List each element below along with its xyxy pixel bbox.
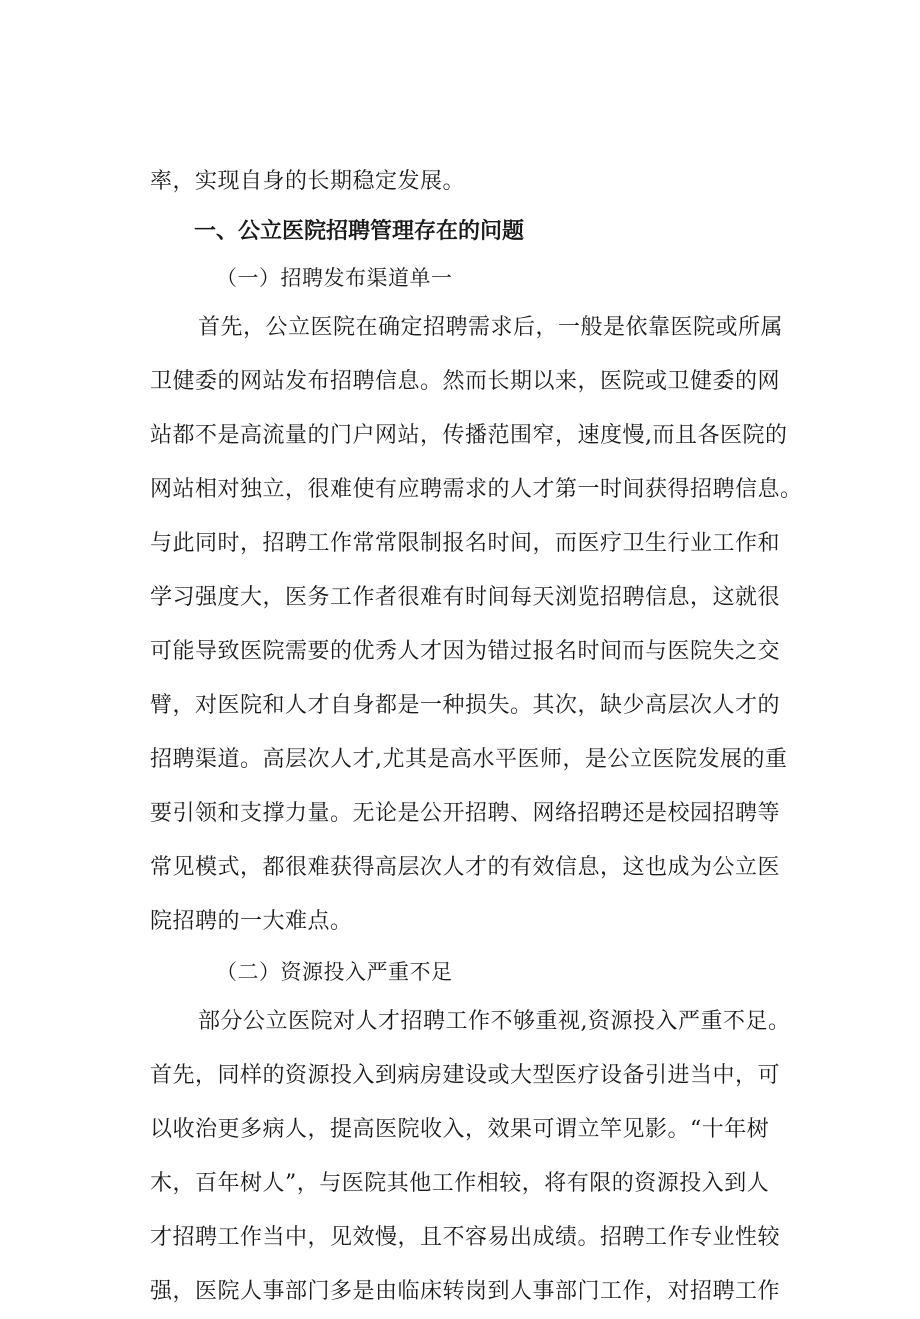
document-page bbox=[150, 155, 803, 1319]
body-line: 强，医院人事部门多是由临床转岗到人事部门工作，对招聘工作 bbox=[150, 1279, 781, 1304]
body-line: 木，百年树人”，与医院其他工作相较，将有限的资源投入到人 bbox=[150, 1171, 770, 1196]
body-line: 可能导致医院需要的优秀人才因为错过报名时间而与医院失之交 bbox=[150, 639, 781, 664]
body-line: 要引领和支撑力量。无论是公开招聘、网络招聘还是校园招聘等 bbox=[150, 801, 781, 826]
body-line: 首先，同样的资源投入到病房建设或大型医疗设备引进当中，可 bbox=[150, 1063, 781, 1088]
section-heading: 一、公立医院招聘管理存在的问题 bbox=[194, 219, 525, 244]
body-line: 院招聘的一大难点。 bbox=[150, 909, 353, 934]
body-line: 臂，对医院和人才自身都是一种损失。其次，缺少高层次人才的 bbox=[150, 693, 781, 718]
subsection-heading: （一）招聘发布渠道单一 bbox=[216, 266, 453, 290]
body-line: 学习强度大，医务工作者很难有时间每天浏览招聘信息，这就很 bbox=[150, 585, 781, 610]
body-line: 与此同时，招聘工作常常限制报名时间，而医疗卫生行业工作和 bbox=[150, 531, 781, 556]
body-line: 网站相对独立，很难使有应聘需求的人才第一时间获得招聘信息。 bbox=[150, 477, 803, 502]
body-line: 才招聘工作当中，见效慢，且不容易出成绩。招聘工作专业性较 bbox=[150, 1225, 781, 1250]
body-line: 以收治更多病人，提高医院收入，效果可谓立竿见影。“十年树 bbox=[150, 1117, 770, 1142]
body-line: 站都不是高流量的门户网站，传播范围窄，速度慢,而且各医院的 bbox=[150, 423, 788, 448]
subsection-heading: （二）资源投入严重不足 bbox=[216, 960, 453, 984]
body-line: 常见模式，都很难获得高层次人才的有效信息，这也成为公立医 bbox=[150, 855, 781, 880]
paragraph-first-line: 部分公立医院对人才招聘工作不够重视,资源投入严重不足。 bbox=[198, 1009, 791, 1034]
body-line: 招聘渠道。高层次人才,尤其是高水平医师，是公立医院发展的重 bbox=[150, 747, 788, 772]
paragraph-first-line: 首先，公立医院在确定招聘需求后，一般是依靠医院或所属 bbox=[198, 315, 784, 340]
body-line: 率，实现自身的长期稳定发展。 bbox=[150, 169, 466, 194]
body-line: 卫健委的网站发布招聘信息。然而长期以来，医院或卫健委的网 bbox=[150, 369, 781, 394]
